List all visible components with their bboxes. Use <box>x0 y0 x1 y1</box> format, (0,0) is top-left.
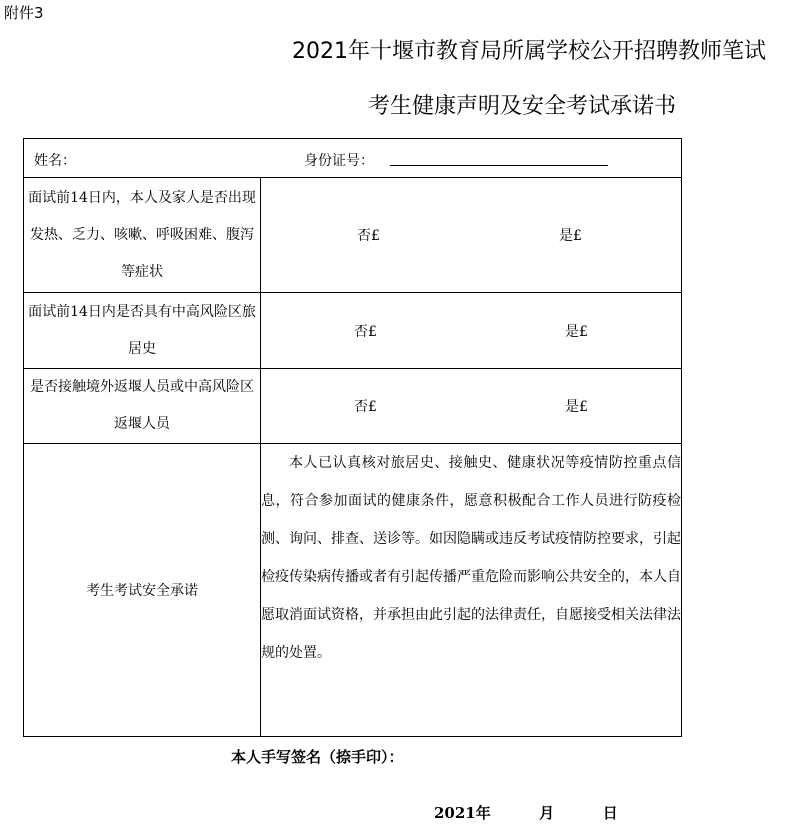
date-line <box>434 802 618 823</box>
id-number-field[interactable] <box>390 165 608 166</box>
table-row-name <box>24 139 682 178</box>
option-yes[interactable]: 是£ <box>565 323 588 340</box>
table-row <box>24 178 682 293</box>
name-label: 姓名： <box>34 153 76 169</box>
option-yes[interactable]: 是£ <box>565 399 588 415</box>
table-row <box>24 293 682 369</box>
question-cell: 是否接触境外返堰人员或中高风险区返堰人员 <box>24 369 261 444</box>
options-cell <box>261 369 682 444</box>
option-no[interactable]: 否£ <box>357 228 380 244</box>
page-title: 2021年十堰市教育局所属学校公开招聘教师笔试 <box>292 39 766 64</box>
option-no[interactable]: 否£ <box>354 323 377 340</box>
options-cell <box>261 293 682 369</box>
health-declaration-table <box>23 138 682 737</box>
id-number-label: 身份证号： <box>304 153 374 169</box>
table-row <box>24 444 682 737</box>
signature-label: 本人手写签名（捺手印）： <box>231 748 404 766</box>
options-cell <box>261 178 682 293</box>
attachment-label: 附件3 <box>4 4 44 22</box>
date-month: 月 <box>539 804 555 822</box>
page-subtitle: 考生健康声明及安全考试承诺书 <box>367 94 676 119</box>
name-id-cell <box>24 139 682 178</box>
table-row <box>24 369 682 444</box>
question-cell: 面试前14日内，本人及家人是否出现发热、乏力、咳嗽、呼吸困难、腹泻等症状 <box>24 178 261 293</box>
option-no[interactable]: 否£ <box>354 399 377 415</box>
pledge-text: 本人已认真核对旅居史、接触史、健康状况等疫情防控重点信息，符合参加面试的健康条件，愿意积极配合工作人员进行防疫检测、询问、排查、送诊等。如因隐瞒或违反考试疫情防控要求，引起检疫传染病传播或者有引起传播严重危险而影响公共安全的，本人自愿取消面试资格，并承担由此引起的法律责任，自愿接受相关法律法规的处置。 <box>261 444 682 737</box>
option-yes[interactable]: 是£ <box>559 228 582 244</box>
pledge-label: 考生考试安全承诺 <box>24 444 261 737</box>
date-day: 日 <box>602 804 618 822</box>
date-year: 2021年 <box>434 804 491 822</box>
question-cell: 面试前14日内是否具有中高风险区旅居史 <box>24 293 261 369</box>
